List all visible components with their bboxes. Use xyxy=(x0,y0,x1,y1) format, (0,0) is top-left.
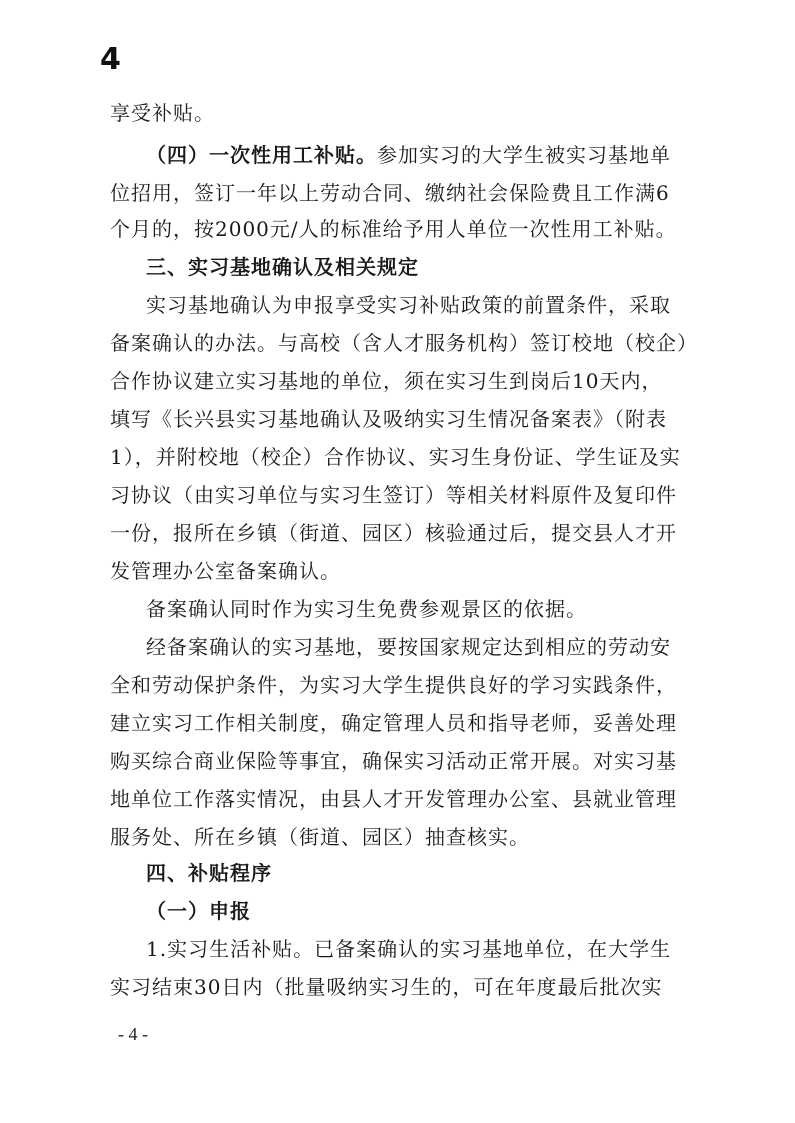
text-line-13: 发管理办公室备案确认。 xyxy=(110,559,341,583)
text-line-6: 实习基地确认为申报享受实习补贴政策的前置条件，采取 xyxy=(146,293,671,317)
text-line-8: 合作协议建立实习基地的单位，须在实习生到岗后10天内， xyxy=(110,369,663,393)
text-line-17: 建立实习工作相关制度，确定管理人员和指导老师，妥善处理 xyxy=(110,711,677,735)
page-mark: 4 xyxy=(100,42,121,77)
text-line-10: 1），并附校地（校企）合作协议、实习生身份证、学生证及实 xyxy=(110,445,681,469)
text-line-16: 全和劳动保护条件，为实习大学生提供良好的学习实践条件， xyxy=(110,673,677,697)
text-line-9: 填写《长兴县实习基地确认及吸纳实习生情况备案表》（附表 xyxy=(110,407,667,431)
section-heading-3: 三、实习基地确认及相关规定 xyxy=(146,255,419,279)
section-heading-4: 四、补贴程序 xyxy=(146,861,272,885)
page-number-footer: - 4 - xyxy=(118,1024,148,1044)
subsection-heading-1: （一）申报 xyxy=(146,899,251,923)
text-line-24: 实习结束30日内（批量吸纳实习生的，可在年度最后批次实 xyxy=(110,975,663,999)
text-line-14: 备案确认同时作为实习生免费参观景区的依据。 xyxy=(146,597,587,621)
text-line-19: 地单位工作落实情况，由县人才开发管理办公室、县就业管理 xyxy=(110,787,677,811)
text-line-23: 1.实习生活补贴。已备案确认的实习基地单位，在大学生 xyxy=(146,937,672,961)
text-line-4: 个月的，按2000元/人的标准给予用人单位一次性用工补贴。 xyxy=(110,217,677,241)
text-line-3: 位招用，签订一年以上劳动合同、缴纳社会保险费且工作满6 xyxy=(110,181,670,205)
text-line-11: 习协议（由实习单位与实习生签订）等相关材料原件及复印件 xyxy=(110,483,677,507)
text-line-15: 经备案确认的实习基地，要按国家规定达到相应的劳动安 xyxy=(146,635,671,659)
text-line-12: 一份，报所在乡镇（街道、园区）核验通过后，提交县人才开 xyxy=(110,521,677,545)
text-line-1: 享受补贴。 xyxy=(110,101,215,125)
text-line-2: （四）一次性用工补贴。参加实习的大学生被实习基地单 xyxy=(146,143,671,167)
text-line-7: 备案确认的办法。与高校（含人才服务机构）签订校地（校企） xyxy=(110,331,698,355)
text-line-20: 服务处、所在乡镇（街道、园区）抽查核实。 xyxy=(110,825,530,849)
text-line-18: 购买综合商业保险等事宜，确保实习活动正常开展。对实习基 xyxy=(110,749,677,773)
